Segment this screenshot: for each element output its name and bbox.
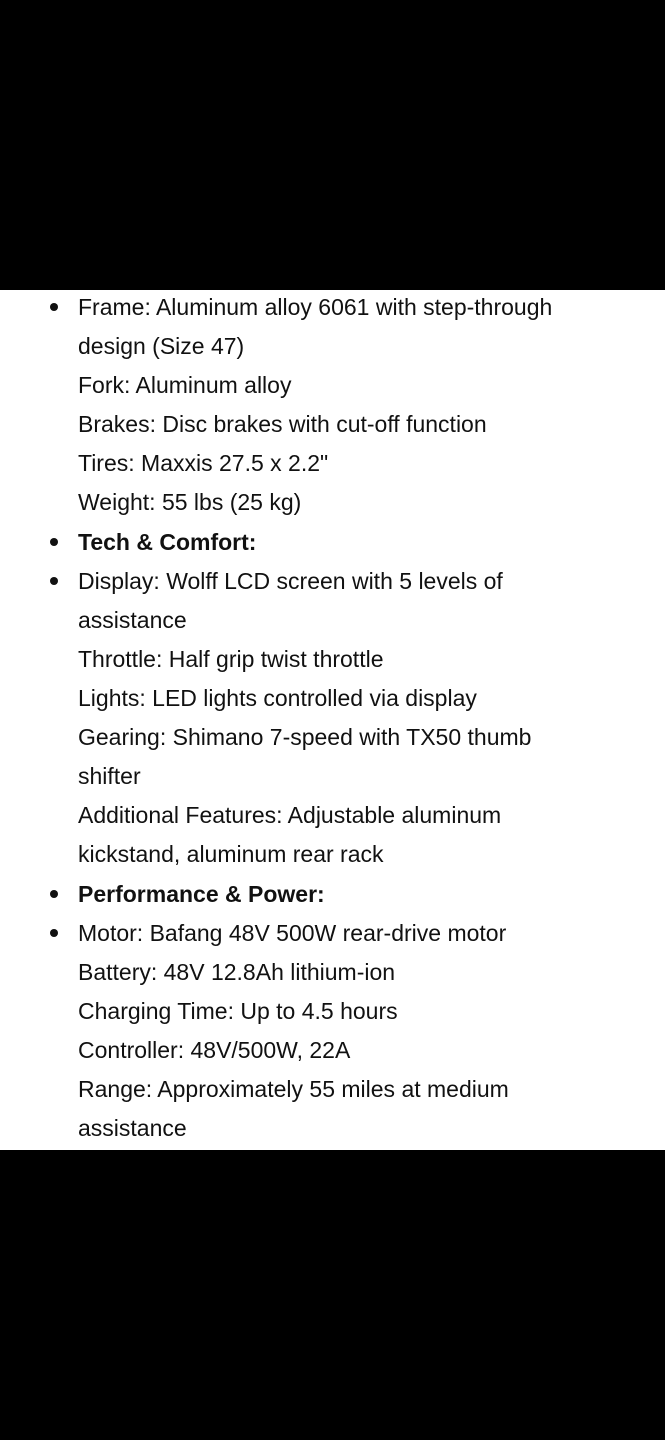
bullet-performance: [50, 929, 58, 937]
spec-line-brakes: Brakes: Disc brakes with cut-off function: [78, 411, 487, 437]
spec-line-throttle: Throttle: Half grip twist throttle: [78, 646, 384, 672]
spec-line-controller: Controller: 48V/500W, 22A: [78, 1037, 351, 1063]
spec-line-charging: Charging Time: Up to 4.5 hours: [78, 998, 398, 1024]
spec-line-display: Display: Wolff LCD screen with 5 levels of: [78, 568, 503, 594]
spec-line-gearing: Gearing: Shimano 7-speed with TX50 thumb: [78, 724, 532, 750]
bullet-frame: [50, 303, 58, 311]
bottom-black-bar: [0, 1150, 665, 1440]
spec-line-motor: Motor: Bafang 48V 500W rear-drive motor: [78, 920, 507, 946]
spec-line-frame-cont: design (Size 47): [78, 333, 245, 359]
spec-line-tires: Tires: Maxxis 27.5 x 2.2": [78, 450, 329, 476]
spec-line-weight: Weight: 55 lbs (25 kg): [78, 489, 302, 515]
spec-line-gearing-cont: shifter: [78, 763, 141, 789]
top-black-bar: [0, 0, 665, 290]
section-heading-performance: Performance & Power:: [78, 881, 325, 907]
spec-list-panel: [0, 290, 665, 1150]
bullet-tech: [50, 577, 58, 585]
bullet-performance-heading: [50, 890, 58, 898]
spec-line-lights: Lights: LED lights controlled via display: [78, 685, 477, 711]
spec-line-frame: Frame: Aluminum alloy 6061 with step-through: [78, 294, 553, 320]
spec-line-range-cont: assistance: [78, 1115, 187, 1141]
spec-line-display-cont: assistance: [78, 607, 187, 633]
spec-line-battery: Battery: 48V 12.8Ah lithium-ion: [78, 959, 396, 985]
section-heading-tech: Tech & Comfort:: [78, 529, 257, 555]
spec-line-fork: Fork: Aluminum alloy: [78, 372, 292, 398]
bullet-tech-heading: [50, 538, 58, 546]
spec-line-range: Range: Approximately 55 miles at medium: [78, 1076, 509, 1102]
spec-line-features: Additional Features: Adjustable aluminum: [78, 802, 502, 828]
spec-line-features-cont: kickstand, aluminum rear rack: [78, 841, 384, 867]
